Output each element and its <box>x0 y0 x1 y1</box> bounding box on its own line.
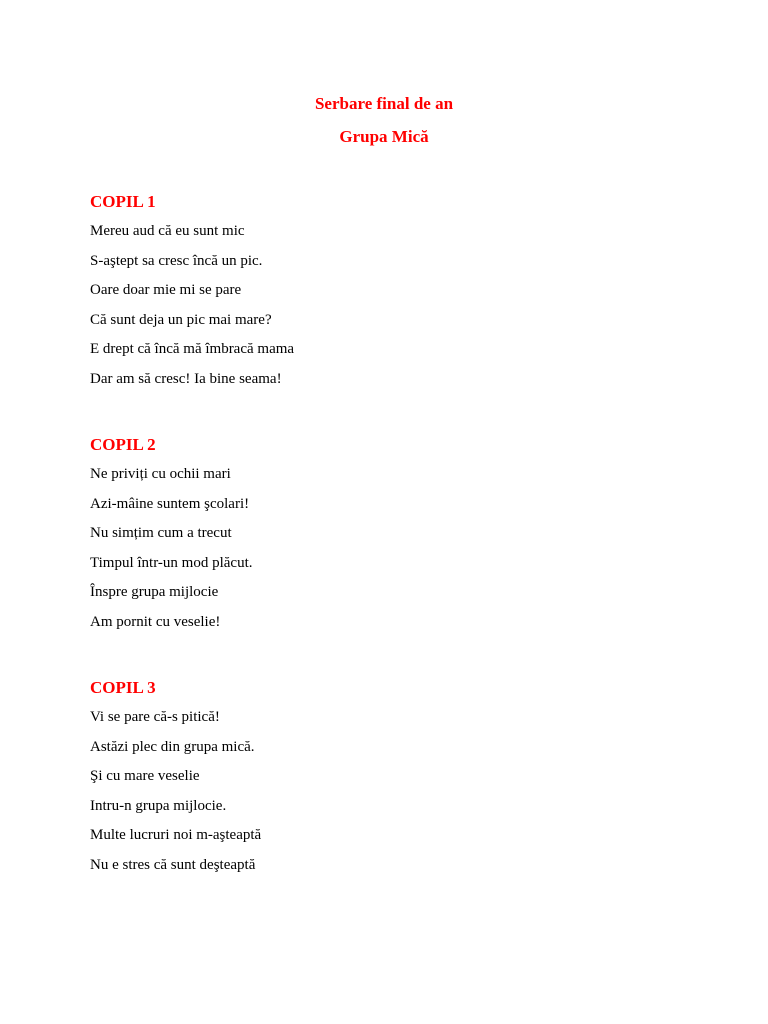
section-copil-3 <box>90 678 690 886</box>
verse-line: Dar am să cresc! Ia bine seama! <box>90 370 282 387</box>
verse-line: Am pornit cu veselie! <box>90 613 221 630</box>
verse-line: Oare doar mie mi se pare <box>90 282 242 299</box>
section-copil-2 <box>90 435 690 643</box>
section-heading: COPIL 3 <box>90 678 156 697</box>
verse-line: Intru-n grupa mijlocie. <box>90 797 227 814</box>
document-subtitle: Grupa Mică <box>339 127 429 146</box>
section-copil-1 <box>90 192 690 400</box>
verse-line: Vi se pare că-s pitică! <box>90 709 220 725</box>
verse-line: Înspre grupa mijlocie <box>90 584 219 601</box>
verse-line: Mereu aud că eu sunt mic <box>90 223 245 239</box>
verse-line: Ne priviți cu ochii mari <box>90 466 231 482</box>
verse-line: Şi cu mare veselie <box>90 768 200 785</box>
section-heading: COPIL 2 <box>90 435 156 454</box>
verse-line: Nu simțim cum a trecut <box>90 525 232 542</box>
verse-line: Nu e stres că sunt deşteaptă <box>90 856 256 873</box>
verse-line: E drept că încă mă îmbracă mama <box>90 341 295 358</box>
verse-line: S-aştept sa cresc încă un pic. <box>90 252 263 269</box>
section-heading: COPIL 1 <box>90 192 156 211</box>
verse-line: Că sunt deja un pic mai mare? <box>90 311 272 328</box>
verse-line: Azi-mâine suntem şcolari! <box>90 495 250 512</box>
verse-line: Timpul într-un mod plăcut. <box>90 554 253 571</box>
document-title: Serbare final de an <box>314 94 454 113</box>
verse-line: Astăzi plec din grupa mică. <box>90 738 255 755</box>
verse-list <box>90 708 690 874</box>
verse-list <box>90 222 690 388</box>
verse-line: Multe lucruri noi m-aşteaptă <box>90 827 262 844</box>
verse-list <box>90 465 690 631</box>
